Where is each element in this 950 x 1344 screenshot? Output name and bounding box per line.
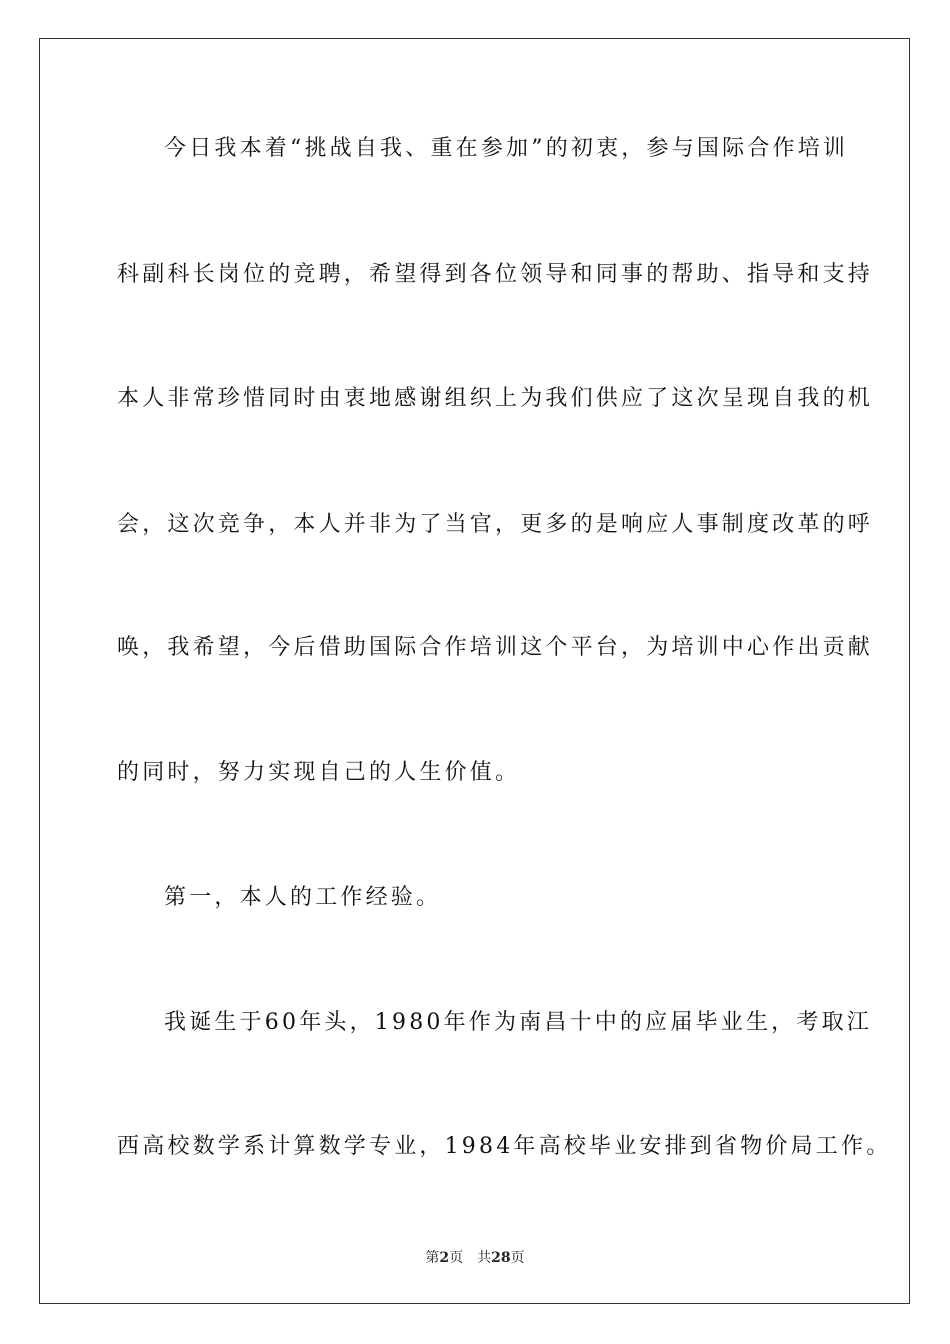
page-footer	[0, 1247, 950, 1267]
section-heading: 第一，本人的工作经验。	[164, 885, 442, 910]
page-current: 2	[439, 1250, 450, 1266]
text-line: 我诞生于60年头，1980年作为南昌十中的应届毕业生，考取江	[164, 1010, 872, 1035]
text-line: 科副科长岗位的竞聘，希望得到各位领导和同事的帮助、指导和支持	[117, 262, 874, 287]
page-total: 28	[491, 1250, 511, 1266]
page-prefix: 第	[425, 1250, 440, 1266]
page-suffix: 页	[449, 1250, 464, 1266]
text-line: 今日我本着“挑战自我、重在参加”的初衷，参与国际合作培训	[164, 136, 849, 161]
total-suffix: 页	[510, 1250, 525, 1266]
total-prefix: 共	[477, 1250, 492, 1266]
text-line: 唤，我希望，今后借助国际合作培训这个平台，为培训中心作出贡献	[117, 635, 874, 660]
text-line: 会，这次竞争，本人并非为了当官，更多的是响应人事制度改革的呼	[117, 512, 874, 537]
page-border	[39, 38, 910, 1304]
text-line: 本人非常珍惜同时由衷地感谢组织上为我们供应了这次呈现自我的机	[117, 386, 874, 411]
text-line: 的同时，努力实现自己的人生价值。	[117, 760, 521, 785]
text-line: 西高校数学系计算数学专业，1984年高校毕业安排到省物价局工作。	[117, 1134, 892, 1159]
